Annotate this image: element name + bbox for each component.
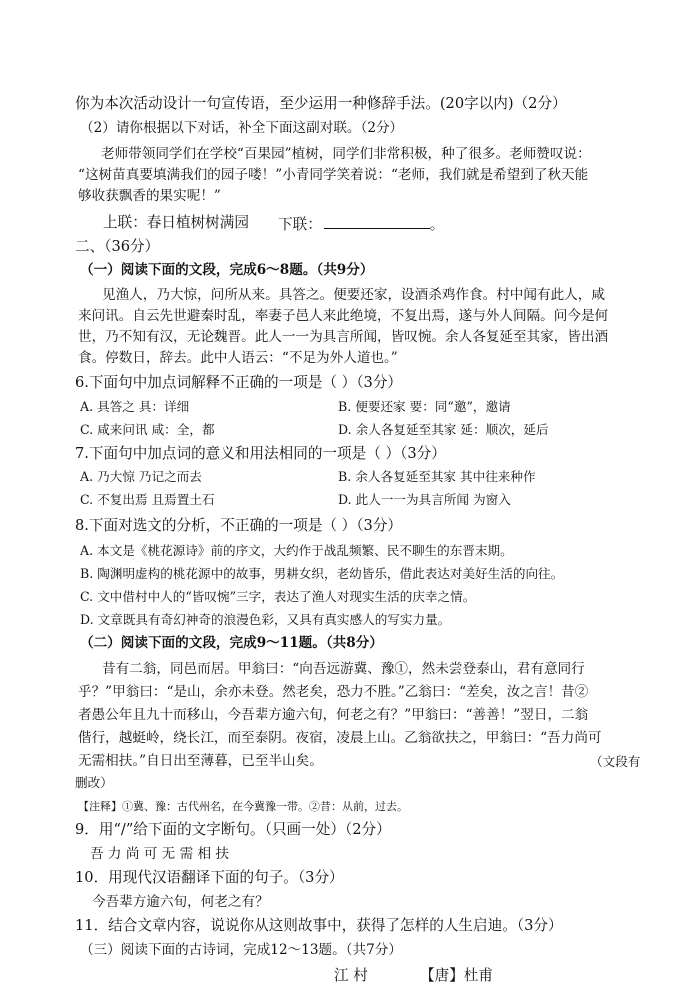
passage-line: 乎？”甲翁曰：“是山，余亦未登。然老矣，恐力不胜。”乙翁曰：“差矣，汝之言！昔② bbox=[78, 684, 589, 700]
question-6-option-c[interactable]: C. 咸来问讯 咸：全，都 bbox=[80, 422, 215, 437]
passage-line: 昔有二翁，同邑而居。甲翁曰：“向吾远游冀、豫①，然未尝登泰山，君有意同行 bbox=[102, 661, 585, 677]
question-9-stem: 9．用“/”给下面的文字断句。（只画一处）（2分） bbox=[75, 821, 391, 838]
question-8-option-b[interactable]: B. 陶渊明虚构的桃花源中的故事，男耕女织，老幼皆乐，借此表达对美好生活的向往。 bbox=[80, 566, 564, 581]
task-slogan-instruction: 你为本次活动设计一句宣传语，至少运用一种修辞手法。(20字以内)（2分） bbox=[75, 95, 567, 112]
passage-line: 来问讯。自云先世避秦时乱，率妻子邑人来此绝境，不复出焉，遂与外人间隔。问今是何 bbox=[78, 308, 609, 324]
passage-line: 无需相扶。”自日出至薄暮，已至半山矣。 bbox=[78, 753, 323, 769]
poem-author: 【唐】杜甫 bbox=[420, 967, 493, 984]
dialogue-text-line: 够收获飘香的果实呢！” bbox=[78, 188, 221, 204]
question-8-option-d[interactable]: D. 文章既具有奇幻神奇的浪漫色彩，又具有真实感人的写实力量。 bbox=[80, 612, 451, 627]
couplet-lower-label: 下联： bbox=[278, 216, 322, 233]
passage-line: 者愚公年且九十而移山，今吾辈方逾六旬，何老之有？”甲翁曰：“善善！”翌日，二翁 bbox=[78, 707, 589, 723]
question-6-stem: 6.下面句中加点词解释不正确的一项是（ ）（3分） bbox=[75, 374, 403, 391]
section-two-heading: 二、（36分） bbox=[75, 238, 160, 255]
question-7-option-c[interactable]: C. 不复出焉 且焉置土石 bbox=[80, 492, 215, 507]
question-8-option-c[interactable]: C. 文中借村中人的“皆叹惋”三字，表达了渔人对现实生活的庆幸之情。 bbox=[80, 589, 476, 604]
annotation-note: 【注释】①冀、豫：古代州名，在今冀豫一带。②昔：从前，过去。 bbox=[78, 800, 408, 813]
couplet-period: 。 bbox=[429, 216, 445, 233]
dialogue-text-line: “这树苗真要填满我们的园子喽！”小青同学笑着说：“老师，我们就是希望到了秋天能 bbox=[78, 167, 589, 183]
passage-line: 偕行，越蜓岭，绕长江，而至泰阴。夜宿，凌晨上山。乙翁欲扶之，甲翁曰：“吾力尚可 bbox=[78, 730, 602, 746]
couplet-answer-blank[interactable] bbox=[324, 216, 430, 229]
couplet-lower-line bbox=[278, 216, 444, 233]
question-6-option-b[interactable]: B. 便要还家 要：同“邀”，邀请 bbox=[338, 399, 511, 414]
couplet-upper-line: 上联：春日植树树满园 bbox=[103, 214, 249, 231]
part-two-heading: （二）阅读下面的文段，完成9～11题。（共8分） bbox=[80, 635, 383, 651]
question-10-stem: 10．用现代汉语翻译下面的句子。（3分） bbox=[75, 869, 344, 886]
question-8-option-a[interactable]: A. 本文是《桃花源诗》前的序文，大约作于战乱频繁、民不聊生的东晋末期。 bbox=[80, 543, 513, 558]
source-note-continued: 删改） bbox=[75, 775, 113, 790]
passage-line: 世，乃不知有汉，无论魏晋。此人一一为具言所闻，皆叹惋。余人各复延至其家，皆出酒 bbox=[78, 329, 609, 345]
question-couplet-heading: （2）请你根据以下对话，补全下面这副对联。（2分） bbox=[80, 120, 404, 136]
question-7-option-a[interactable]: A. 乃大惊 乃记之而去 bbox=[80, 469, 202, 484]
part-three-heading: （三）阅读下面的古诗词，完成12～13题。（共7分） bbox=[80, 942, 402, 958]
question-9-text: 吾 力 尚 可 无 需 相 扶 bbox=[90, 846, 229, 862]
question-7-stem: 7.下面句中加点词的意义和用法相同的一项是（ ）（3分） bbox=[75, 445, 446, 462]
dialogue-text-line: 老师带领同学们在学校“百果园”植树，同学们非常积极，种了很多。老师赞叹说： bbox=[101, 146, 591, 162]
question-7-option-d[interactable]: D. 此人一一为具言所闻 为窗入 bbox=[338, 492, 511, 507]
source-note: （文段有 bbox=[590, 754, 641, 769]
passage-line: 食。停数日，辞去。此中人语云：“不足为外人道也。” bbox=[78, 350, 398, 366]
question-11-stem: 11．结合文章内容，说说你从这则故事中，获得了怎样的人生启迪。（3分） bbox=[75, 917, 563, 934]
part-one-heading: （一）阅读下面的文段，完成6～8题。（共9分） bbox=[80, 262, 374, 278]
question-8-stem: 8.下面对选文的分析，不正确的一项是（ ）（3分） bbox=[75, 517, 403, 534]
question-10-sentence: 今吾辈方逾六旬，何老之有？ bbox=[92, 894, 269, 910]
question-7-option-b[interactable]: B. 余人各复延至其家 其中往来种作 bbox=[338, 469, 536, 484]
passage-line: 见渔人，乃大惊，问所从来。具答之。便要还家，设酒杀鸡作食。村中闻有此人，咸 bbox=[102, 287, 605, 303]
poem-title: 江 村 bbox=[334, 967, 368, 984]
question-6-option-d[interactable]: D. 余人各复延至其家 延：顺次，延后 bbox=[338, 422, 549, 437]
question-6-option-a[interactable]: A. 具答之 具：详细 bbox=[80, 399, 190, 414]
